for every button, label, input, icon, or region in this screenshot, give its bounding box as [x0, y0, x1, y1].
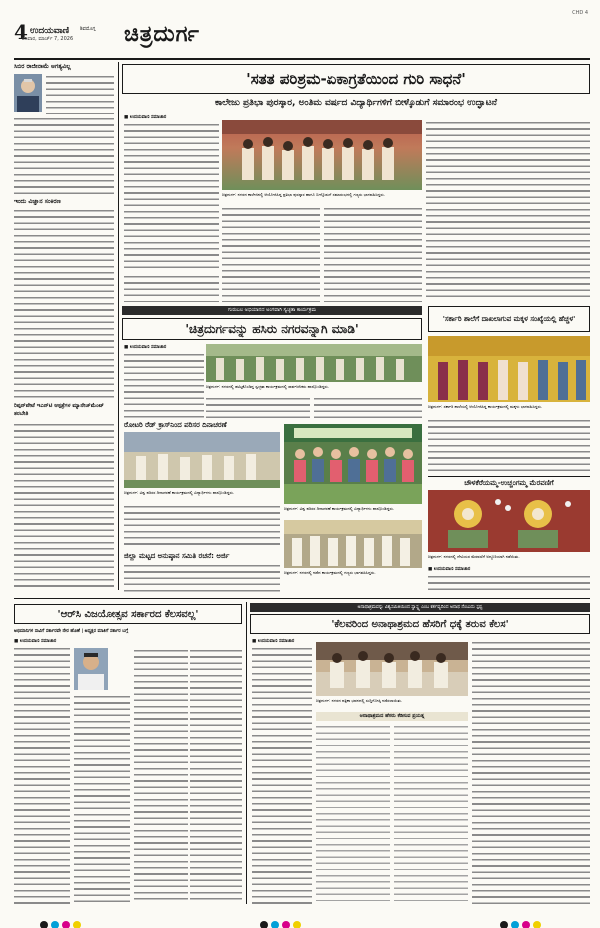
orphanage-body-col-4	[472, 640, 590, 904]
festival-body	[428, 574, 590, 594]
rc-byline: ■ ಉದಯವಾಣಿ ಸಮಾಚಾರ	[14, 639, 57, 644]
column-divider-bottom	[246, 602, 247, 904]
committee-headline: ಜಿಲ್ಲಾ ಮಟ್ಟದ ಅನುಷ್ಠಾನ ಸಮಿತಿ ರಚನೆ: ಅರ್ಜಿ	[124, 552, 230, 560]
registration-marks-right	[500, 914, 544, 928]
lead-body-col-1b	[124, 274, 219, 302]
school-headline: 'ಸರ್ಕಾರಿ ಶಾಲೆಗೆ ದಾಖಲಾಗುವ ಮಕ್ಕಳ ಸಂಖ್ಯೆಯಲ್ಲಿ ಹೆಚ್ಚಳ'	[428, 306, 590, 332]
committee-photo	[284, 520, 422, 568]
orphanage-kicker: ಅನಾಥಾಶ್ರಮವನ್ನು ವಿಶ್ವಸಮಿತಿಯಿಂದ ಸ್ವಾಸ್ಥ್ಯ ಎಂಬ ಕರ್ತವ್ಯದಿಂದ ಅನಾಥ ನೆಂಬುದು ಸ್ಪಷ್ಟ	[250, 603, 590, 612]
orphanage-caption: ಚಿತ್ರದುರ್ಗ: ನಗರದ ಪತ್ರಿಕಾ ಭವನದಲ್ಲಿ ಸುದ್ದಿಗೋಷ್ಠಿ ನಡೆಸಲಾಯಿತು.	[316, 698, 403, 703]
lead-subhead: ಕಾಲೇಜು ಪ್ರತಿಭಾ ಪುರಸ್ಕಾರ, ಅಂತಿಮ ವರ್ಷದ ವಿದ್ಯಾರ್ಥಿಗಳಿಗೆ ಬೀಳ್ಕೊಡುಗೆ ಸಮಾರಂಭ ಉದ್ಘಾಟನೆ	[214, 98, 498, 108]
newspaper-brand: ಉದಯವಾಣಿ	[30, 26, 70, 36]
section-title: ಚಿತ್ರದುರ್ಗ	[124, 22, 200, 47]
orphanage-photo	[316, 642, 468, 696]
masthead-rule	[14, 58, 590, 60]
edition-name: ಶಿವಮೊಗ್ಗ	[80, 26, 96, 32]
left-article-body-1b	[14, 116, 114, 196]
rc-body-col-4	[190, 648, 242, 904]
green-city-headline: 'ಚಿತ್ರದುರ್ಗವನ್ನು ಹಸಿರು ನಗರವನ್ನಾಗಿ ಮಾಡಿ'	[122, 318, 422, 340]
orphanage-byline: ■ ಉದಯವಾಣಿ ಸಮಾಚಾರ	[252, 639, 295, 644]
registration-marks-center	[260, 914, 304, 928]
section-banner: ಗುರುಬಲ ಅಭಿಯಾನದ ಅಂಗವಾಗಿ ಸ್ವಚ್ಛತಾ ಕಾರ್ಯಕ್ರಮ	[122, 306, 422, 315]
festival-caption: ಚಿತ್ರದುರ್ಗ: ನಗರದಲ್ಲಿ ದೇವಿಯರ ಮೆರವಣಿಗೆ ಅದ್ದೂರಿಯಾಗಿ ನಡೆಯಿತು.	[428, 554, 520, 559]
page-number: 4	[14, 20, 28, 44]
orphanage-infobar: ಅನಾಥಾಶ್ರಮದ ಹೆಸರು ಕೆಡಿಸುವ ಪ್ರಯತ್ನ	[316, 712, 468, 721]
left-headline-3: ರಿಪ್ಪನ್‌ಪೇಟೆ ಇಎನ್‌ಟಿ ಆಸ್ಪತ್ರೆಗಳ ಮ್ಯಾನೇಜ್‌ಮೆಂಟ್ ತರಬೇತಿ	[14, 403, 104, 417]
green-city-photo	[206, 344, 422, 382]
lead-photo-caption: ಚಿತ್ರದುರ್ಗ: ನಗರದ ಕಾಲೇಜಿನಲ್ಲಿ ಆಯೋಜಿಸಿದ್ದ ಪ್ರತಿಭಾ ಪುರಸ್ಕಾರ ಹಾಗೂ ಬೀಳ್ಕೊಡುಗೆ ಸಮಾರಂಭದಲ್ಲಿ ಗಣ್ಯರು ಭಾಗವಹಿಸಿದ್ದರು.	[222, 192, 386, 197]
rc-portrait	[74, 648, 108, 690]
orphanage-body-col-2	[316, 724, 390, 904]
environment-day-photo	[284, 424, 422, 504]
green-city-body-2	[206, 396, 310, 418]
lead-body-col-3	[324, 206, 422, 302]
school-body	[428, 418, 590, 472]
lead-headline: 'ಸತತ ಪರಿಶ್ರಮ-ಏಕಾಗ್ರತೆಯಿಂದ ಗುರಿ ಸಾಧನೆ'	[122, 64, 590, 94]
lead-body-col-1	[124, 122, 219, 272]
left-article-body-1	[46, 74, 114, 114]
green-city-byline: ■ ಉದಯವಾಣಿ ಸಮಾಚಾರ	[124, 345, 167, 350]
rc-body-col-3	[134, 648, 188, 904]
rotary-caption: ಚಿತ್ರದುರ್ಗ: ವಿಶ್ವ ಪರಿಸರ ದಿನಾಚರಣೆ ಕಾರ್ಯಕ್ರಮದಲ್ಲಿ ವಿದ್ಯಾರ್ಥಿಗಳು ಪಾಲ್ಗೊಂಡಿದ್ದರು.	[124, 490, 235, 495]
orphanage-body-col-1	[252, 646, 312, 904]
page-code: CHD 4	[572, 10, 588, 16]
environment-caption: ಚಿತ್ರದುರ್ಗ: ವಿಶ್ವ ಪರಿಸರ ದಿನಾಚರಣೆ ಕಾರ್ಯಕ್ರಮದಲ್ಲಿ ವಿದ್ಯಾರ್ಥಿಗಳು ಪಾಲ್ಗೊಂಡಿದ್ದರು.	[284, 506, 395, 511]
lead-byline: ■ ಉದಯವಾಣಿ ಸಮಾಚಾರ	[124, 115, 167, 120]
left-headline-1: ಸಿಬಿರ ರಾಜೀನಾಮೆ ಅಗತ್ಯವಿಲ್ಲ	[14, 63, 71, 70]
lead-body-col-4	[426, 120, 590, 302]
left-article-body-2	[14, 208, 114, 398]
registration-marks-left	[40, 914, 84, 928]
rc-headline: 'ಆರ್‌ಸಿ ವಿಜಯೋತ್ಸವ ಸರ್ಕಾರದ ಕೆಲಸವಲ್ಲ'	[14, 604, 242, 624]
orphanage-body-col-3	[394, 724, 468, 904]
festival-headline: ಚೌಳಕೆರೆಯಮ್ಮ-ಉಚ್ಚಂಗಮ್ಮ ಮೆರವಣಿಗೆ	[428, 476, 590, 491]
orphanage-headline: 'ಕೆಲವರಿಂದ ಅನಾಥಾಶ್ರಮದ ಹೆಸರಿಗೆ ಧಕ್ಕೆ ತರುವ ಕೆಲಸ'	[250, 614, 590, 634]
section-rule	[14, 598, 590, 599]
committee-body	[124, 563, 280, 593]
column-divider	[118, 62, 119, 590]
green-city-caption: ಚಿತ್ರದುರ್ಗ: ನಗರದಲ್ಲಿ ಹಮ್ಮಿಕೊಂಡಿದ್ದ ಸ್ವಚ್ಛತಾ ಕಾರ್ಯಕ್ರಮದಲ್ಲಿ ಸಾರ್ವಜನಿಕರು ಪಾಲ್ಗೊಂಡಿದ್ದರು.	[206, 384, 330, 389]
rc-body-col-1	[14, 646, 70, 904]
rc-body-col-2	[74, 694, 130, 904]
rotary-headline: ರೋಟರಿ ರೆಡ್ ಕ್ರಾಸ್‌ನಿಂದ ಪರಿಸರ ದಿನಾಚರಣೆ	[124, 421, 227, 429]
date-line: ಶನಿವಾರ, ಮಾರ್ಚ್ 7, 2026	[22, 36, 74, 42]
left-article-body-3	[14, 422, 114, 590]
lead-photo	[222, 120, 422, 190]
green-city-body-1	[124, 352, 204, 418]
committee-caption: ಚಿತ್ರದುರ್ಗ: ನಗರದಲ್ಲಿ ನಡೆದ ಕಾರ್ಯಕ್ರಮದಲ್ಲಿ ಗಣ್ಯರು ಭಾಗವಹಿಸಿದ್ದರು.	[284, 570, 376, 575]
festival-byline: ■ ಉದಯವಾಣಿ ಸಮಾಚಾರ	[428, 567, 471, 572]
green-city-body-3	[314, 396, 422, 418]
festival-photo	[428, 490, 590, 552]
person-portrait-icon	[14, 74, 42, 112]
left-headline-2: ಇಂದು ವಿಜ್ಞಾನ ಸಂಕಿರಣ	[14, 198, 61, 205]
lead-body-col-2	[222, 206, 320, 302]
rotary-photo	[124, 432, 280, 488]
rc-subhead: ಅಭಿಮಾನಿಗಳ ಸಾವಿಗೆ ಸರ್ಕಾರವೇ ನೇರ ಹೊಣೆ | ಅಧ್ಯಕ್ಷರ ಮಾತಿಗೆ ಸರ್ಕಾರ ಬಗ್ಗೆ	[14, 629, 129, 634]
rotary-body	[124, 504, 280, 548]
school-caption: ಚಿತ್ರದುರ್ಗ: ಸರ್ಕಾರಿ ಶಾಲೆಯಲ್ಲಿ ಆಯೋಜಿಸಿದ್ದ ಕಾರ್ಯಕ್ರಮದಲ್ಲಿ ಮಕ್ಕಳು ಭಾಗವಹಿಸಿದ್ದರು.	[428, 404, 543, 409]
school-photo	[428, 336, 590, 402]
